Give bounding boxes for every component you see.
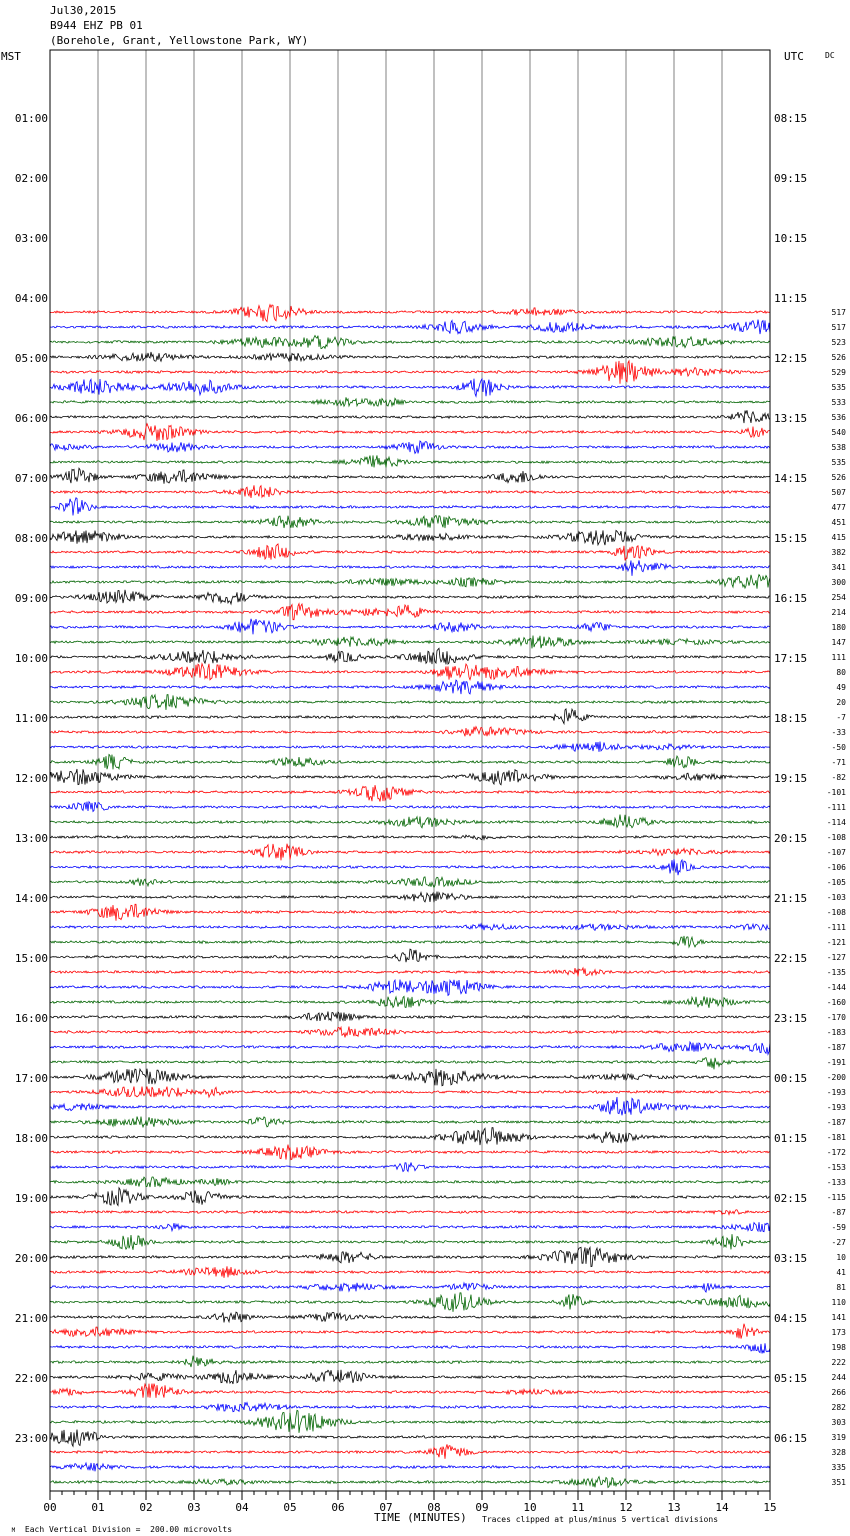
trace-line	[50, 1210, 770, 1215]
trace-line	[50, 379, 770, 397]
trace-line	[50, 1058, 770, 1070]
mst-hour-label: 15:00	[14, 952, 48, 965]
dc-offset-label: -33	[831, 728, 846, 737]
dc-offset-label: 517	[831, 323, 846, 332]
utc-hour-label: 19:15	[774, 772, 808, 785]
trace-line	[50, 815, 770, 828]
dc-offset-label: 341	[831, 563, 846, 572]
plot-frame	[50, 50, 770, 1491]
mst-hour-label: 14:00	[14, 892, 48, 905]
dc-offset-label: -87	[831, 1208, 846, 1217]
trace-line	[50, 1343, 770, 1353]
mst-hour-label: 10:00	[14, 652, 48, 665]
dc-offset-label: -50	[831, 743, 846, 752]
dc-offset-label: -103	[826, 893, 846, 902]
x-tick-label: 06	[331, 1501, 345, 1514]
dc-offset-label: 141	[831, 1313, 846, 1322]
trace-line	[50, 1087, 770, 1098]
dc-offset-label: 244	[831, 1373, 846, 1382]
dc-offset-label: -115	[826, 1193, 846, 1202]
dc-offset-label: -105	[826, 878, 846, 887]
dc-offset-label: 282	[831, 1403, 846, 1412]
utc-hour-label: 12:15	[774, 352, 808, 365]
dc-offset-label: -127	[826, 953, 846, 962]
x-axis-title: TIME (MINUTES)	[374, 1511, 467, 1524]
trace-line	[50, 802, 770, 812]
trace-line	[50, 352, 770, 361]
trace-line	[50, 727, 770, 737]
trace-line	[50, 785, 770, 801]
trace-line	[50, 859, 770, 875]
trace-line	[50, 560, 770, 576]
dc-offset-label: -187	[826, 1043, 846, 1052]
mst-hour-label: 17:00	[14, 1072, 48, 1085]
grid-lines	[98, 50, 722, 1491]
date-label: Jul30,2015	[50, 4, 117, 17]
dc-offset-label: 254	[831, 593, 846, 602]
mst-hour-label: 18:00	[14, 1132, 48, 1145]
trace-line	[50, 515, 770, 528]
dc-offset-label: 477	[831, 503, 846, 512]
trace-line	[50, 441, 770, 453]
utc-hour-label: 01:15	[774, 1132, 808, 1145]
mst-hour-label: 11:00	[14, 712, 48, 725]
trace-line	[50, 1293, 770, 1312]
dc-offset-label: 303	[831, 1418, 846, 1427]
trace-line	[50, 1247, 770, 1266]
dc-label: DC	[825, 51, 835, 60]
dc-offset-label: 526	[831, 473, 846, 482]
x-tick-label: 11	[571, 1501, 585, 1514]
trace-line	[50, 1402, 770, 1412]
x-tick-label: 00	[43, 1501, 57, 1514]
trace-line	[50, 636, 770, 649]
mst-hour-label: 13:00	[14, 832, 48, 845]
trace-line	[50, 1012, 770, 1022]
trace-line	[50, 1177, 770, 1187]
dc-offset-label: 451	[831, 518, 846, 527]
vertical-division-note: M Each Vertical Division = 200.00 microvolts	[11, 1525, 233, 1534]
dc-offset-label: 10	[836, 1253, 846, 1262]
utc-hour-label: 22:15	[774, 952, 808, 965]
dc-offset-label: 49	[836, 683, 846, 692]
clip-note: Traces clipped at plus/minus 5 vertical divisions	[482, 1515, 719, 1524]
utc-hour-label: 05:15	[774, 1372, 808, 1385]
trace-line	[50, 742, 770, 752]
mst-hour-label: 05:00	[14, 352, 48, 365]
traces	[50, 305, 770, 1488]
dc-offset-label: 529	[831, 368, 846, 377]
mst-hour-label: 12:00	[14, 772, 48, 785]
trace-line	[50, 498, 770, 516]
dc-offset-label: -111	[826, 923, 846, 932]
dc-offset-label: 300	[831, 578, 846, 587]
mst-hour-label: 21:00	[14, 1312, 48, 1325]
trace-line	[50, 924, 770, 930]
mst-hour-label: 23:00	[14, 1432, 48, 1445]
utc-hour-label: 17:15	[774, 652, 808, 665]
trace-line	[50, 455, 770, 467]
dc-offset-label: 81	[836, 1283, 846, 1292]
dc-offset-label: -187	[826, 1118, 846, 1127]
x-tick-label: 04	[235, 1501, 249, 1514]
dc-offset-label: -153	[826, 1163, 846, 1172]
trace-line	[50, 424, 770, 441]
location-label: (Borehole, Grant, Yellowstone Park, WY)	[50, 34, 309, 47]
x-tick-label: 13	[667, 1501, 681, 1514]
mst-hour-label: 02:00	[14, 172, 48, 185]
dc-offset-label: -114	[826, 818, 846, 827]
trace-line	[50, 835, 770, 840]
dc-offset-label: -135	[826, 968, 846, 977]
trace-line	[50, 904, 770, 920]
dc-offset-label: 173	[831, 1328, 846, 1337]
dc-offset-label: 533	[831, 398, 846, 407]
trace-line	[50, 1117, 770, 1127]
trace-line	[50, 877, 770, 888]
dc-offset-label: -111	[826, 803, 846, 812]
dc-offset-label: -181	[826, 1133, 846, 1142]
utc-hour-label: 13:15	[774, 412, 808, 425]
trace-line	[50, 680, 770, 694]
dc-offset-label: 382	[831, 548, 846, 557]
mst-hour-label: 03:00	[14, 232, 48, 245]
trace-line	[50, 544, 770, 561]
dc-offset-label: 41	[836, 1268, 846, 1277]
x-tick-label: 07	[379, 1501, 393, 1514]
trace-line	[50, 320, 770, 335]
utc-hour-label: 21:15	[774, 892, 808, 905]
trace-line	[50, 604, 770, 620]
dc-offset-label: -144	[826, 983, 846, 992]
trace-line	[50, 1266, 770, 1278]
dc-offset-label: 20	[836, 698, 846, 707]
trace-line	[50, 1188, 770, 1206]
trace-line	[50, 1410, 770, 1433]
dc-offset-label: -200	[826, 1073, 846, 1082]
dc-offset-label: -133	[826, 1178, 846, 1187]
trace-line	[50, 769, 770, 785]
utc-hour-label: 15:15	[774, 532, 808, 545]
dc-offset-label: 351	[831, 1478, 846, 1487]
mst-hour-label: 01:00	[14, 112, 48, 125]
station-label: B944 EHZ PB 01	[50, 19, 143, 32]
utc-hour-label: 14:15	[774, 472, 808, 485]
utc-hour-label: 18:15	[774, 712, 808, 725]
x-tick-label: 01	[91, 1501, 105, 1514]
dc-offset-label: -106	[826, 863, 846, 872]
utc-hour-label: 04:15	[774, 1312, 808, 1325]
trace-line	[50, 361, 770, 384]
dc-offset-label: -121	[826, 938, 846, 947]
dc-offset-label: 214	[831, 608, 846, 617]
dc-offset-label: 222	[831, 1358, 846, 1367]
trace-line	[50, 1370, 770, 1384]
utc-hour-label: 06:15	[774, 1432, 808, 1445]
dc-offset-label: -71	[831, 758, 846, 767]
dc-offset-label: 111	[831, 653, 846, 662]
mst-hour-label: 19:00	[14, 1192, 48, 1205]
dc-offset-label: 266	[831, 1388, 846, 1397]
dc-offset-label: 535	[831, 458, 846, 467]
x-tick-label: 10	[523, 1501, 537, 1514]
trace-line	[50, 936, 770, 947]
dc-offset-label: 80	[836, 668, 846, 677]
dc-offset-label: -183	[826, 1028, 846, 1037]
dc-offset-label: 507	[831, 488, 846, 497]
mst-hour-label: 04:00	[14, 292, 48, 305]
utc-hour-label: 16:15	[774, 592, 808, 605]
trace-line	[50, 1463, 770, 1471]
trace-line	[50, 1356, 770, 1367]
x-tick-label: 12	[619, 1501, 633, 1514]
trace-line	[50, 1042, 770, 1054]
x-tick-label: 14	[715, 1501, 729, 1514]
dc-offset-label: 180	[831, 623, 846, 632]
trace-line	[50, 755, 770, 770]
trace-line	[50, 844, 770, 861]
trace-line	[50, 1384, 770, 1398]
utc-hour-label: 20:15	[774, 832, 808, 845]
trace-line	[50, 1477, 770, 1488]
trace-line	[50, 1069, 770, 1086]
mst-hour-label: 08:00	[14, 532, 48, 545]
trace-line	[50, 619, 770, 635]
mst-hour-label: 16:00	[14, 1012, 48, 1025]
dc-offset-label: -107	[826, 848, 846, 857]
trace-line	[50, 1163, 770, 1172]
trace-line	[50, 996, 770, 1007]
x-tick-label: 03	[187, 1501, 201, 1514]
dc-offset-label: 198	[831, 1343, 846, 1352]
dc-offset-label: 517	[831, 308, 846, 317]
mst-hour-label: 22:00	[14, 1372, 48, 1385]
vertical-division-text: Each Vertical Division = 200.00 microvolts	[24, 1525, 233, 1534]
dc-offset-label: -27	[831, 1238, 846, 1247]
dc-offset-label: 328	[831, 1448, 846, 1457]
trace-line	[50, 336, 770, 349]
dc-offset-label: 319	[831, 1433, 846, 1442]
mst-axis-label: MST	[1, 50, 21, 63]
trace-line	[50, 468, 770, 484]
utc-hour-label: 02:15	[774, 1192, 808, 1205]
dc-offset-label: -82	[831, 773, 846, 782]
dc-offset-label: -108	[826, 833, 846, 842]
trace-line	[50, 1444, 770, 1459]
trace-line	[50, 1430, 770, 1447]
utc-hour-label: 10:15	[774, 232, 808, 245]
mst-hour-label: 07:00	[14, 472, 48, 485]
dc-offset-label: -172	[826, 1148, 846, 1157]
trace-line	[50, 1097, 770, 1115]
dc-offset-label: -101	[826, 788, 846, 797]
dc-offset-label: 523	[831, 338, 846, 347]
trace-line	[50, 1145, 770, 1160]
y-labels	[15, 112, 846, 1487]
dc-offset-label: 538	[831, 443, 846, 452]
x-tick-label: 09	[475, 1501, 489, 1514]
trace-line	[50, 980, 770, 996]
trace-line	[50, 397, 770, 406]
trace-line	[50, 410, 770, 423]
x-tick-label: 05	[283, 1501, 297, 1514]
trace-line	[50, 695, 770, 710]
dc-offset-label: -191	[826, 1058, 846, 1067]
trace-line	[50, 1027, 770, 1038]
dc-offset-label: 415	[831, 533, 846, 542]
utc-hour-label: 09:15	[774, 172, 808, 185]
dc-offset-label: -170	[826, 1013, 846, 1022]
trace-line	[50, 892, 770, 903]
dc-offset-label: 110	[831, 1298, 846, 1307]
utc-hour-label: 11:15	[774, 292, 808, 305]
trace-line	[50, 1283, 770, 1292]
x-tick-label: 15	[763, 1501, 777, 1514]
trace-line	[50, 709, 770, 724]
dc-offset-label: 535	[831, 383, 846, 392]
utc-hour-label: 00:15	[774, 1072, 808, 1085]
mst-hour-label: 06:00	[14, 412, 48, 425]
dc-offset-label: 540	[831, 428, 846, 437]
dc-offset-label: -160	[826, 998, 846, 1007]
dc-offset-label: -108	[826, 908, 846, 917]
trace-line	[50, 590, 770, 604]
mst-hour-label: 20:00	[14, 1252, 48, 1265]
trace-line	[50, 575, 770, 589]
dc-offset-label: 526	[831, 353, 846, 362]
trace-line	[50, 1312, 770, 1322]
trace-line	[50, 1234, 770, 1250]
dc-offset-label: -7	[836, 713, 846, 722]
trace-line	[50, 485, 770, 498]
utc-hour-label: 03:15	[774, 1252, 808, 1265]
trace-line	[50, 648, 770, 664]
mst-hour-label: 09:00	[14, 592, 48, 605]
dc-offset-label: -193	[826, 1088, 846, 1097]
trace-line	[50, 949, 770, 962]
utc-hour-label: 08:15	[774, 112, 808, 125]
trace-line	[50, 1222, 770, 1232]
trace-line	[50, 664, 770, 680]
x-tick-label: 02	[139, 1501, 153, 1514]
utc-axis-label: UTC	[784, 50, 804, 63]
dc-offset-label: -193	[826, 1103, 846, 1112]
dc-offset-label: 335	[831, 1463, 846, 1472]
dc-offset-label: 536	[831, 413, 846, 422]
trace-line	[50, 1128, 770, 1145]
utc-hour-label: 23:15	[774, 1012, 808, 1025]
dc-offset-label: 147	[831, 638, 846, 647]
trace-line	[50, 1324, 770, 1339]
dc-offset-label: -59	[831, 1223, 846, 1232]
trace-line	[50, 305, 770, 322]
trace-line	[50, 968, 770, 977]
x-tick-label: 08	[427, 1501, 441, 1514]
trace-line	[50, 530, 770, 545]
